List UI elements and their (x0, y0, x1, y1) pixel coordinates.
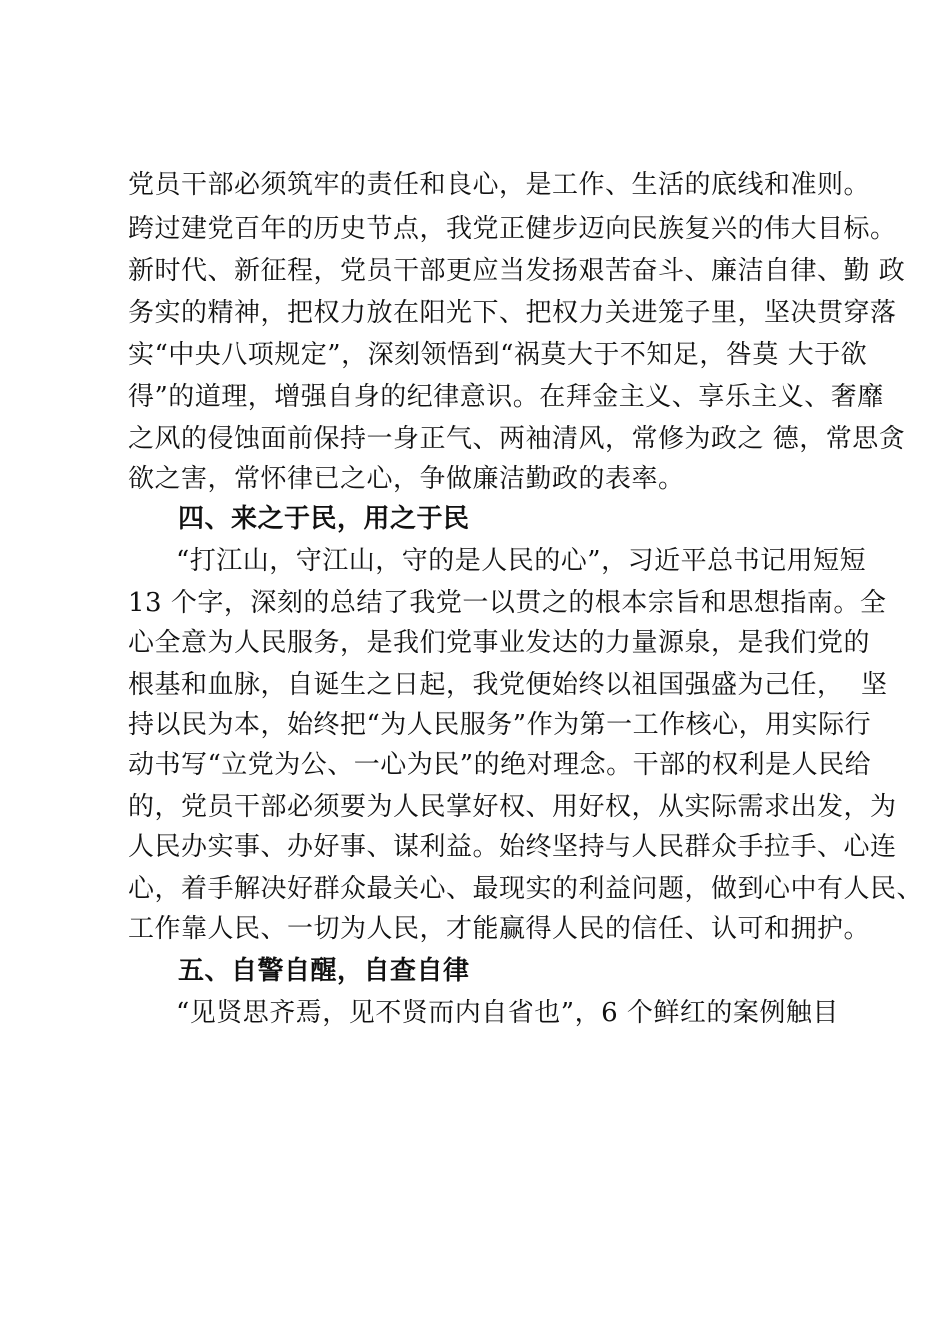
paragraph-line: 动书写“立党为公、一心为民”的绝对理念。干部的权利是人民给 (128, 750, 872, 780)
paragraph-line: 的，党员干部必须要为人民掌好权、用好权，从实际需求出发，为 (128, 792, 897, 822)
paragraph-line: 13 个字，深刻的总结了我党一以贯之的根本宗旨和思想指南。全 (128, 588, 887, 618)
paragraph-line: 新时代、新征程，党员干部更应当发扬艰苦奋斗、廉洁自律、勤 政 (128, 256, 906, 286)
section-heading: 四、来之于民，用之于民 (178, 504, 470, 534)
paragraph-line: 根基和血脉，自诞生之日起，我党便始终以祖国强盛为己任， 坚 (128, 670, 888, 700)
paragraph-line: 得”的道理，增强自身的纪律意识。在拜金主义、享乐主义、奢靡 (128, 382, 884, 412)
paragraph-line: 工作靠人民、一切为人民，才能赢得人民的信任、认可和拥护。 (128, 914, 871, 944)
paragraph-line: 心全意为人民服务，是我们党事业发达的力量源泉，是我们党的 (128, 628, 871, 658)
paragraph-line: 之风的侵蚀面前保持一身正气、两袖清风，常修为政之 德，常思贪 (128, 424, 906, 454)
paragraph-line: 人民办实事、办好事、谋利益。始终坚持与人民群众手拉手、心连 (128, 832, 897, 862)
paragraph-line: 持以民为本，始终把“为人民服务”作为第一工作核心，用实际行 (128, 710, 872, 740)
paragraph-line: “见贤思齐焉，见不贤而内自省也”，6 个鲜红的案例触目 (176, 998, 839, 1028)
paragraph-line: 欲之害，常怀律已之心，争做廉洁勤政的表率。 (128, 464, 685, 494)
paragraph-line: 心，着手解决好群众最关心、最现实的利益问题，做到心中有人民、 (128, 874, 924, 904)
paragraph-line: “打江山，守江山，守的是人民的心”，习近平总书记用短短 (176, 546, 867, 576)
section-heading: 五、自警自醒，自查自律 (178, 956, 470, 986)
paragraph-line: 跨过建党百年的历史节点，我党正健步迈向民族复兴的伟大目标。 (128, 214, 897, 244)
paragraph-line: 党员干部必须筑牢的责任和良心，是工作、生活的底线和准则。 (128, 170, 871, 200)
paragraph-line: 实“中央八项规定”，深刻领悟到“祸莫大于不知足，咎莫 大于欲 (128, 340, 868, 370)
paragraph-line: 务实的精神，把权力放在阳光下、把权力关进笼子里，坚决贯穿落 (128, 298, 897, 328)
